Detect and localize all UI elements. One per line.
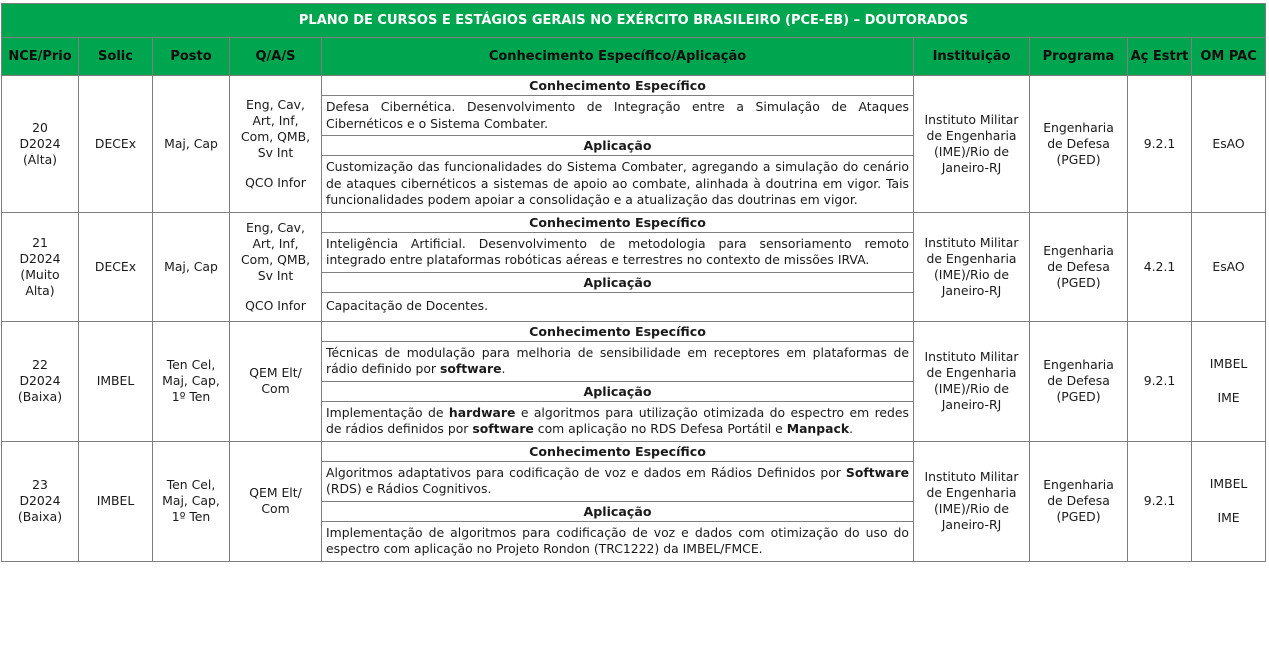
header-acao: Aç Estrt (1128, 38, 1192, 76)
pce-eb-table (1, 3, 1266, 562)
cell-nce: 23 D2024 (Baixa) (2, 441, 79, 561)
cell-nce: 20 D2024 (Alta) (2, 76, 79, 213)
table-row (2, 441, 1266, 461)
header-posto: Posto (153, 38, 230, 76)
ce-heading: Conhecimento Específico (322, 212, 914, 232)
cell-programa: Engenharia de Defesa (PGED) (1030, 321, 1128, 441)
ap-heading: Aplicação (322, 272, 914, 292)
cell-acao: 9.2.1 (1128, 321, 1192, 441)
cell-instituicao: Instituto Militar de Engenharia (IME)/Rio de Janeiro-RJ (914, 76, 1030, 213)
ce-heading: Conhecimento Específico (322, 441, 914, 461)
cell-nce: 21 D2024 (Muito Alta) (2, 212, 79, 321)
cell-solic: DECEx (79, 212, 153, 321)
ce-text: Algoritmos adaptativos para codificação de voz e dados em Rádios Definidos por Software (RDS) e Rádios Cognitivos. (322, 461, 914, 501)
ap-text: Capacitação de Docentes. (322, 292, 914, 321)
cell-programa: Engenharia de Defesa (PGED) (1030, 212, 1128, 321)
header-qas: Q/A/S (230, 38, 322, 76)
cell-qas: Eng, Cav, Art, Inf, Com, QMB, Sv Int QCO Infor (230, 212, 322, 321)
cell-nce: 22 D2024 (Baixa) (2, 321, 79, 441)
cell-qas: Eng, Cav, Art, Inf, Com, QMB, Sv Int QCO Infor (230, 76, 322, 213)
cell-solic: IMBEL (79, 321, 153, 441)
ap-heading: Aplicação (322, 136, 914, 156)
table-row (2, 212, 1266, 232)
cell-om: EsAO (1192, 76, 1266, 213)
cell-instituicao: Instituto Militar de Engenharia (IME)/Rio de Janeiro-RJ (914, 212, 1030, 321)
document-table-wrapper (1, 3, 1265, 562)
cell-solic: DECEx (79, 76, 153, 213)
cell-qas: QEM Elt/ Com (230, 321, 322, 441)
ce-text: Técnicas de modulação para melhoria de sensibilidade em receptores em plataformas de rádio definido por software. (322, 341, 914, 381)
cell-acao: 9.2.1 (1128, 441, 1192, 561)
ap-text: Implementação de hardware e algoritmos para utilização otimizada do espectro em redes de rádios definidos por software com aplicação no RDS Defesa Portátil e Manpack. (322, 401, 914, 441)
cell-qas: QEM Elt/ Com (230, 441, 322, 561)
ce-text: Inteligência Artificial. Desenvolvimento de metodologia para sensoriamento remoto integrado entre plataformas robóticas aéreas e terrestres no contexto de missões IRVA. (322, 232, 914, 272)
header-solic: Solic (79, 38, 153, 76)
ce-text: Defesa Cibernética. Desenvolvimento de Integração entre a Simulação de Ataques Cibernéticos e o Sistema Combater. (322, 96, 914, 136)
cell-om: EsAO (1192, 212, 1266, 321)
header-instituicao: Instituição (914, 38, 1030, 76)
cell-posto: Maj, Cap (153, 76, 230, 213)
header-om: OM PAC (1192, 38, 1266, 76)
cell-solic: IMBEL (79, 441, 153, 561)
ap-heading: Aplicação (322, 501, 914, 521)
cell-posto: Maj, Cap (153, 212, 230, 321)
cell-instituicao: Instituto Militar de Engenharia (IME)/Rio de Janeiro-RJ (914, 441, 1030, 561)
cell-acao: 9.2.1 (1128, 76, 1192, 213)
table-row (2, 76, 1266, 96)
header-programa: Programa (1030, 38, 1128, 76)
ce-heading: Conhecimento Específico (322, 76, 914, 96)
cell-instituicao: Instituto Militar de Engenharia (IME)/Rio de Janeiro-RJ (914, 321, 1030, 441)
header-row (2, 38, 1266, 76)
cell-programa: Engenharia de Defesa (PGED) (1030, 441, 1128, 561)
ce-heading: Conhecimento Específico (322, 321, 914, 341)
cell-om: IMBEL IME (1192, 441, 1266, 561)
cell-posto: Ten Cel, Maj, Cap, 1º Ten (153, 441, 230, 561)
table-row (2, 321, 1266, 341)
header-conhecimento: Conhecimento Específico/Aplicação (322, 38, 914, 76)
ap-text: Implementação de algoritmos para codificação de voz e dados com otimização do uso do espectro com aplicação no Projeto Rondon (TRC1222) da IMBEL/FMCE. (322, 521, 914, 561)
cell-posto: Ten Cel, Maj, Cap, 1º Ten (153, 321, 230, 441)
table-title: PLANO DE CURSOS E ESTÁGIOS GERAIS NO EXÉRCITO BRASILEIRO (PCE-EB) – DOUTORADOS (2, 4, 1266, 38)
header-nce: NCE/Prio (2, 38, 79, 76)
cell-acao: 4.2.1 (1128, 212, 1192, 321)
ap-text: Customização das funcionalidades do Sistema Combater, agregando a simulação do cenário de ataques cibernéticos a sistemas de apoio ao combate, alinhada à doutrina em vigor. Tais funcionalidades podem apoiar a consolidação e a atualização das doutrinas em vigor. (322, 156, 914, 213)
ap-heading: Aplicação (322, 381, 914, 401)
cell-programa: Engenharia de Defesa (PGED) (1030, 76, 1128, 213)
cell-om: IMBEL IME (1192, 321, 1266, 441)
